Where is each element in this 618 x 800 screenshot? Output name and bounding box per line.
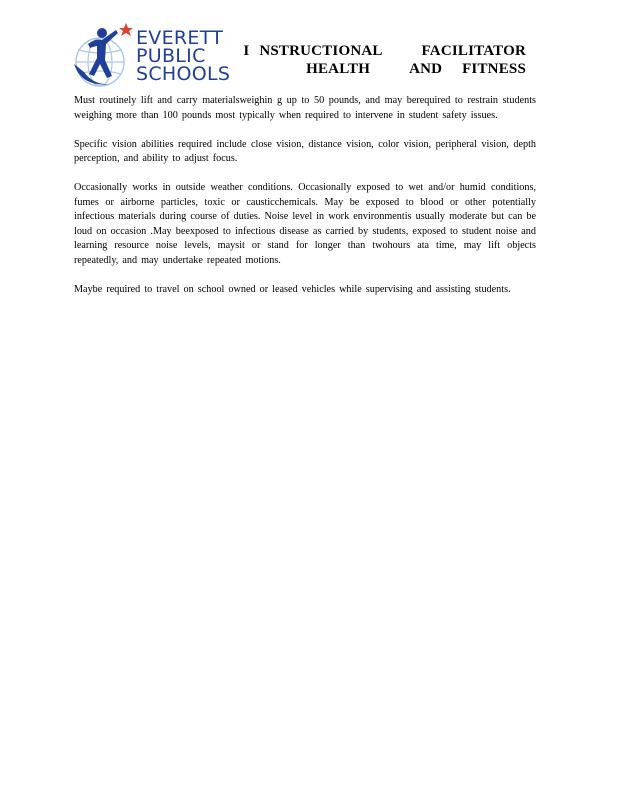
document-body [74, 94, 536, 312]
paragraph-travel-requirements: Maybe required to travel on school owned or leased vehicles while supervising and assisting students. [74, 283, 511, 295]
logo-line-everett: EVERETT [136, 27, 224, 49]
title-line-1: I NSTRUCTIONAL FACILITATOR [243, 43, 526, 59]
title-line-2: HEALTH AND FITNESS [306, 61, 526, 77]
document-title [243, 42, 526, 78]
paragraph-lifting-requirements: Must routinely lift and carry materialsweighin g up to 50 pounds, and may berequired to restrain students weighing more than 100 pounds most typically when required to intervene in student safety issues. [74, 95, 536, 121]
logo-line-public: PUBLIC [136, 45, 206, 67]
school-logo-icon [72, 20, 142, 92]
logo-wordmark [136, 29, 230, 83]
logo-line-schools: SCHOOLS [136, 63, 231, 85]
paragraph-vision-requirements: Specific vision abilities required include close vision, distance vision, color vision, peripheral vision, depth perception, and ability to adjust focus. [74, 138, 536, 164]
everett-public-schools-logo [72, 20, 237, 92]
paragraph-working-conditions: Occasionally works in outside weather conditions. Occasionally exposed to wet and/or humid conditions, fumes or airborne particles, toxic or causticchemicals. May be exposed to blood or other potentially infectious materials during course of duties. Noise level in work environmentis usually moderate but can be loud on occasion .May beexposed to infectious disease as carried by students, exposed to student noise and learning resource noise levels, maysit or stand for longer than twohours ata time, may lift objects repeatedly, and may undertake repeated motions. [74, 182, 536, 266]
